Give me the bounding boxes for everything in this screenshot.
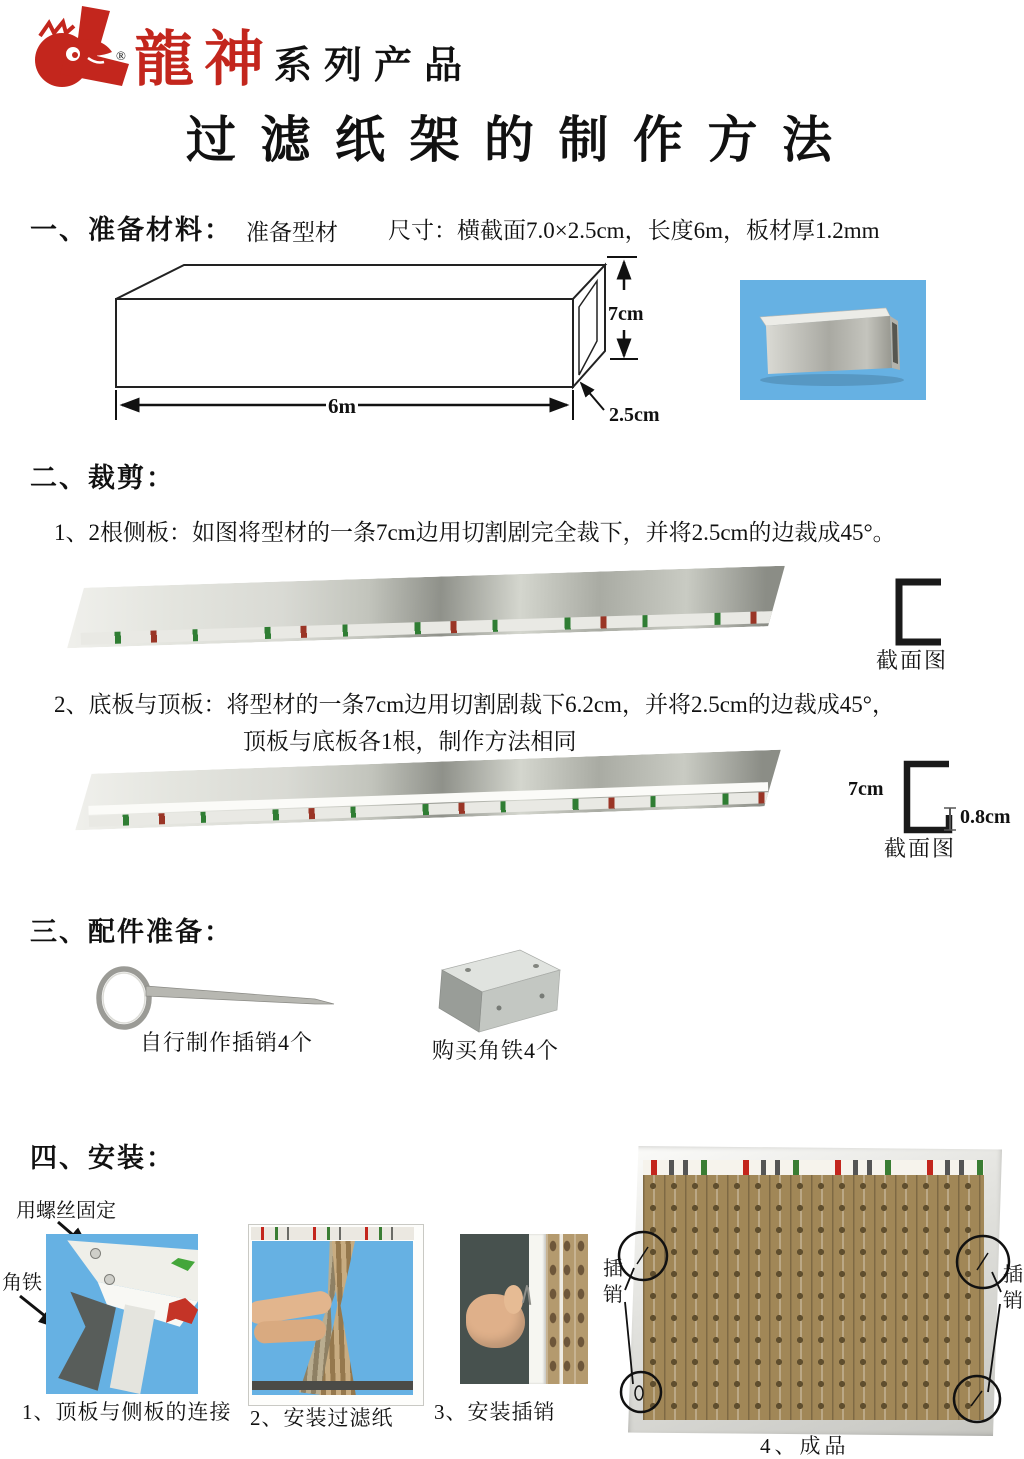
pin-label-right: 插销 [1003, 1264, 1023, 1312]
lip-measure-tick [942, 804, 958, 834]
dim-6m-label: 6m [328, 394, 356, 418]
install-photo-pin [460, 1234, 588, 1384]
section1-material: 准备型材 [246, 220, 338, 245]
pin-caption: 自行制作插销4个 [140, 1030, 314, 1055]
section1-heading: 一、准备材料： [30, 215, 233, 245]
cross-section-2-lip-label: 0.8cm [960, 806, 1011, 828]
frame-bottom-bar [252, 1381, 413, 1390]
page-title: 过 滤 纸 架 的 制 作 方 法 [186, 112, 838, 168]
section4-heading: 四、安装： [30, 1143, 175, 1173]
frame-edge-strip [529, 1234, 546, 1384]
cutting-step2-line2: 顶板与底板各1根，制作方法相同 [243, 729, 577, 754]
section1-spec: 尺寸：横截面7.0×2.5cm，长度6m，板材厚1.2mm [388, 218, 880, 243]
profile-tube-render [740, 280, 926, 400]
dim-7cm-label: 7cm [608, 303, 644, 325]
section2-heading: 二、裁剪： [30, 463, 175, 493]
install-caption-2: 2、安装过滤纸 [250, 1406, 394, 1430]
install-caption-1: 1、顶板与侧板的连接 [22, 1400, 232, 1424]
pin-photo [90, 958, 338, 1030]
screw-2 [104, 1274, 115, 1285]
photo2-background [252, 1241, 413, 1395]
thumb [504, 1285, 523, 1314]
angle-bracket-photo [424, 940, 576, 1034]
arm-lower [253, 1318, 326, 1343]
side-plate-photo [65, 566, 787, 649]
brand-series: 系列产品 [274, 45, 475, 87]
cutting-step1-text: 1、2根侧板：如图将型材的一条7cm边用切割剧完全裁下，并将2.5cm的边裁成45°。 [54, 520, 896, 545]
install-caption-3: 3、安装插销 [434, 1400, 556, 1424]
pin-callout-overlay [592, 1144, 1024, 1452]
bracket-label: 角铁 [2, 1272, 42, 1294]
profile-tube-photo [740, 280, 926, 400]
screw-fix-label: 用螺丝固定 [16, 1200, 116, 1222]
profile-dimension-diagram [58, 252, 683, 432]
frame-top-print [251, 1227, 414, 1240]
bracket-caption: 购买角铁4个 [432, 1038, 560, 1063]
registered-mark: ® [116, 48, 126, 63]
side-plate-print-strip [81, 611, 772, 645]
section3-heading: 三、配件准备： [30, 917, 233, 947]
brand-name: 龍神 [134, 27, 274, 93]
corrugated-filter-paper [546, 1234, 588, 1384]
cross-section-2-label: 截面图 [884, 836, 957, 861]
pin-label-left: 插销 [603, 1258, 623, 1306]
install-photo-filter-paper [248, 1224, 424, 1406]
cutting-step2-line1: 2、底板与顶板：将型材的一条7cm边用切割剧裁下6.2cm，并将2.5cm的边裁成45°， [54, 692, 895, 717]
cross-section-1-label: 截面图 [876, 648, 949, 673]
install-photo-connection [46, 1234, 198, 1394]
top-bottom-plate-photo [73, 750, 783, 831]
dragon-logo-icon [26, 2, 132, 98]
install-caption-4: 4、成品 [760, 1434, 850, 1458]
dim-25cm-label: 2.5cm [609, 404, 660, 426]
cross-section-2-height-label: 7cm [848, 778, 884, 800]
cross-section-1-diagram [886, 576, 946, 650]
